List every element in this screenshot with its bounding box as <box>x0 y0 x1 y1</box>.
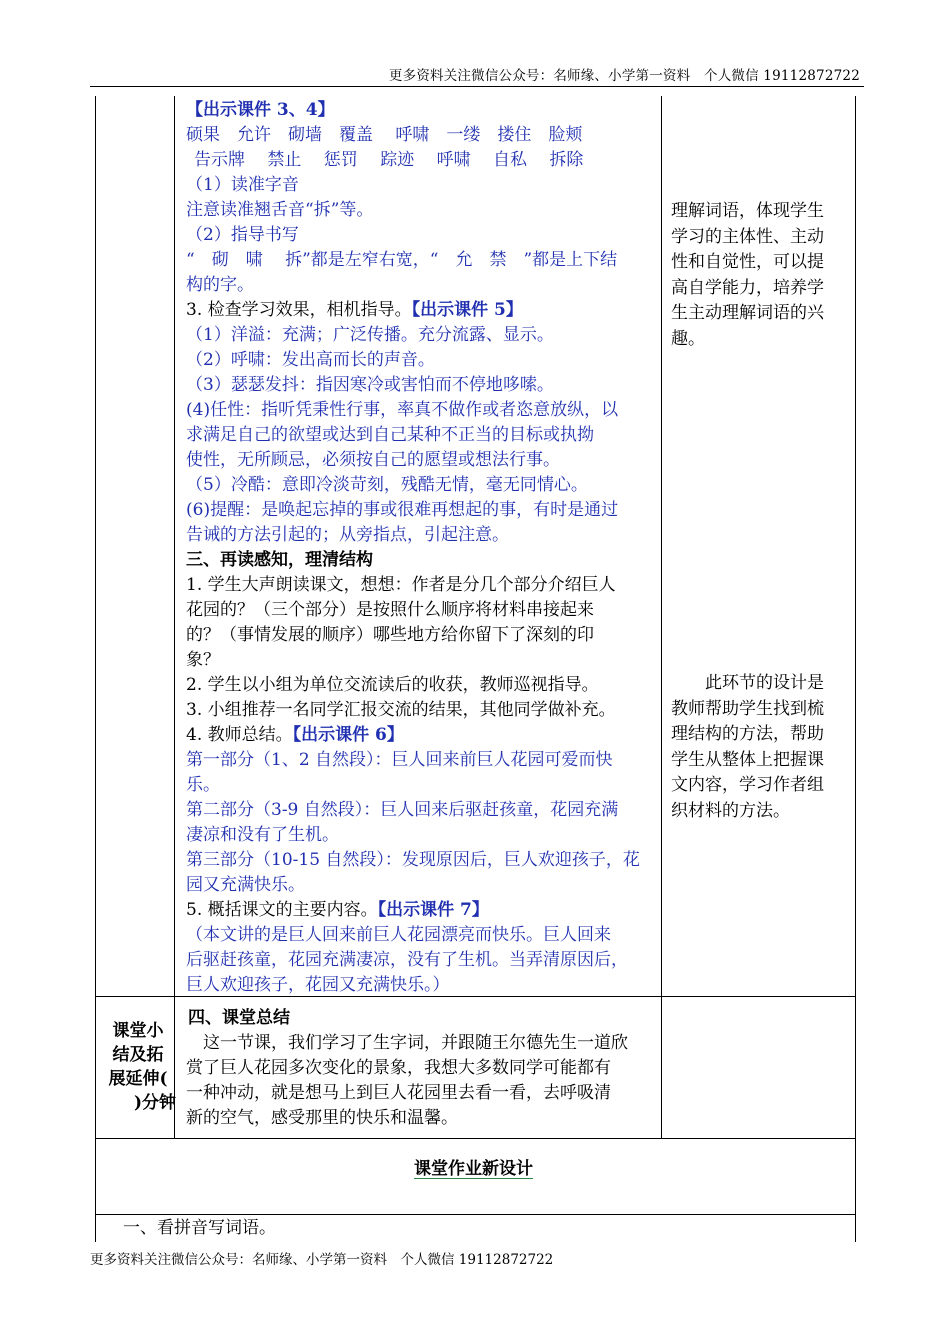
label-line: 结及拓 <box>112 1045 164 1065</box>
content-line <box>186 398 618 423</box>
summary-line: 这一节课，我们学习了生字词，并跟随王尔德先生一道欣 <box>186 1033 628 1053</box>
line-text: （2）呼啸：发出高而长的声音。 <box>186 350 435 370</box>
line-text: 巨人欢迎孩子，花园又充满快乐。） <box>186 975 450 995</box>
content-line <box>186 423 594 448</box>
line-text: 【出示课件 3、4】 <box>186 100 335 120</box>
content-line <box>186 173 299 198</box>
line-text: 三、再读感知，理清结构 <box>186 550 373 570</box>
content-line <box>186 373 554 398</box>
note-line: 教师帮助学生找到梳 <box>671 698 824 719</box>
line-text: 5. 概括课文的主要内容。 <box>186 900 378 920</box>
note-line: 趣。 <box>671 328 705 349</box>
summary-heading: 四、课堂总结 <box>188 1008 290 1028</box>
line-text: 4. 教师总结。 <box>186 725 293 745</box>
note-line: 高自学能力，培养学 <box>671 277 824 298</box>
note-line: 理解词语，体现学生 <box>671 201 824 221</box>
homework-item: 一、看拼音写词语。 <box>106 1218 276 1238</box>
line-text: （3）瑟瑟发抖：指因寒冷或害怕而不停地哆嗦。 <box>186 375 554 395</box>
content-line <box>186 648 220 673</box>
content-line <box>186 273 254 298</box>
line-text: 园又充满快乐。 <box>186 875 305 895</box>
line-text: 后驱赶孩童，花园充满凄凉，没有了生机。当弄清原因后， <box>186 950 628 970</box>
line-text: 使性，无所顾忌，必须按自己的愿望或想法行事。 <box>186 450 560 470</box>
content-line <box>186 348 435 373</box>
line-text: 告示牌 禁止 惩罚 踪迹 呼啸 自私 拆除 <box>194 150 584 170</box>
content-line <box>186 848 640 873</box>
line-text: 3. 检查学习效果，相机指导。 <box>186 300 412 320</box>
line-text: 象？ <box>186 650 220 670</box>
line-text: 注意读准翘舌音“拆”等。 <box>186 200 374 220</box>
line-text: 构的字。 <box>186 275 254 295</box>
line-text: （1）读准字音 <box>186 175 299 195</box>
page-footer: 更多资料关注微信公众号：名师缘、小学第一资料 个人微信 19112872722 <box>90 1252 554 1268</box>
line-text: 告诫的方法引起的；从旁指点，引起注意。 <box>186 525 509 545</box>
table-border-left <box>95 96 96 1242</box>
content-line <box>186 598 594 623</box>
content-line <box>186 973 450 998</box>
header-rule <box>90 86 864 87</box>
line-text: (6)提醒：是唤起忘掉的事或很难再想起的事，有时是通过 <box>186 500 619 520</box>
line-text: 硕果 允许 砌墙 覆盖 呼啸 一缕 搂住 脸颊 <box>186 125 583 145</box>
content-line <box>186 573 616 598</box>
content-line <box>186 723 404 748</box>
line-text: 求满足自己的欲望或达到自己某种不正当的目标或执拗 <box>186 425 594 445</box>
line-text: （本文讲的是巨人回来前巨人花园漂亮而快乐。巨人回来 <box>186 925 611 945</box>
courseware-tag: 【出示课件 6】 <box>292 725 404 745</box>
content-line <box>186 673 599 698</box>
table-border-right <box>855 96 856 1242</box>
note-line: 学习的主体性、主动 <box>671 226 824 247</box>
line-text: (4)任性：指听凭秉性行事，率真不做作或者恣意放纵，以 <box>186 400 619 420</box>
line-text: 凄凉和没有了生机。 <box>186 825 339 845</box>
note-line: 文内容，学习作者组 <box>671 775 824 795</box>
content-line <box>186 748 613 773</box>
design-note-structure <box>671 671 824 824</box>
courseware-tag: 【出示课件 5】 <box>411 300 523 320</box>
line-text: “ 砌 啸 拆”都是左窄右宽，“ 允 禁 ”都是上下结 <box>186 250 618 270</box>
label-line: 展延伸( <box>108 1069 168 1089</box>
homework-title: 课堂作业新设计 <box>414 1159 533 1179</box>
line-text: 第一部分（1、2 自然段）：巨人回来前巨人花园可爱而快 <box>186 750 613 770</box>
content-line <box>186 323 554 348</box>
line-text: 第二部分（3-9 自然段）：巨人回来后驱赶孩童，花园充满 <box>186 800 619 820</box>
content-line <box>186 298 523 323</box>
line-text: 1. 学生大声朗读课文，想想：作者是分几个部分介绍巨人 <box>186 575 616 595</box>
content-line <box>186 98 335 123</box>
content-line <box>186 448 560 473</box>
content-line <box>194 148 583 173</box>
note-line: 织材料的方法。 <box>671 800 790 821</box>
content-line <box>186 873 305 898</box>
line-text: （5）冷酷：意即冷淡苛刻，残酷无情，毫无同情心。 <box>186 475 588 495</box>
content-line <box>186 498 618 523</box>
line-text: （2）指导书写 <box>186 225 299 245</box>
summary-line: 新的空气，感受那里的快乐和温馨。 <box>186 1108 458 1128</box>
line-text: 的？（事情发展的顺序）哪些地方给你留下了深刻的印 <box>186 625 594 645</box>
content-line <box>186 623 594 648</box>
row-divider-2 <box>95 1138 855 1139</box>
content-line <box>186 123 582 148</box>
note-line: 学生从整体上把握课 <box>671 749 824 770</box>
design-note-vocabulary <box>671 199 824 352</box>
line-text: （1）洋溢：充满；广泛传播。充分流露、显示。 <box>186 325 554 345</box>
courseware-tag: 【出示课件 7】 <box>377 900 489 920</box>
label-line: 课堂小 <box>112 1021 164 1041</box>
note-line: 生主动理解词语的兴 <box>671 303 824 323</box>
content-line <box>186 823 339 848</box>
line-text: 花园的？（三个部分）是按照什么顺序将材料串接起来 <box>186 600 594 620</box>
summary-line: 一种冲动，就是想马上到巨人花园里去看一看，去呼吸清 <box>186 1083 611 1103</box>
note-line: 性和自觉性，可以提 <box>671 252 824 272</box>
content-line <box>186 198 373 223</box>
content-line <box>186 898 489 923</box>
label-line: )分钟 <box>133 1093 176 1113</box>
content-line <box>186 223 299 248</box>
line-text: 3. 小组推荐一名同学汇报交流的结果，其他同学做补充。 <box>186 700 616 720</box>
content-line <box>186 923 611 948</box>
content-line <box>186 948 628 973</box>
summary-row-label <box>100 1019 176 1115</box>
row-divider-3 <box>95 1214 855 1215</box>
line-text: 乐。 <box>186 775 220 795</box>
line-text: 第三部分（10-15 自然段）：发现原因后，巨人欢迎孩子，花 <box>186 850 640 870</box>
note-line: 此环节的设计是 <box>671 673 824 693</box>
col-divider-1 <box>174 96 175 1138</box>
note-line: 理结构的方法，帮助 <box>671 724 824 744</box>
content-line <box>186 473 588 498</box>
line-text: 2. 学生以小组为单位交流读后的收获，教师巡视指导。 <box>186 675 599 695</box>
content-line <box>186 798 618 823</box>
content-line <box>186 523 509 548</box>
content-line <box>186 698 616 723</box>
content-line <box>186 773 220 798</box>
content-line <box>186 548 373 573</box>
page-header: 更多资料关注微信公众号：名师缘、小学第一资料 个人微信 19112872722 <box>388 68 860 84</box>
content-line <box>186 248 617 273</box>
summary-line: 赏了巨人花园多次变化的景象，我想大多数同学可能都有 <box>186 1058 611 1078</box>
col-divider-2 <box>661 96 662 1138</box>
